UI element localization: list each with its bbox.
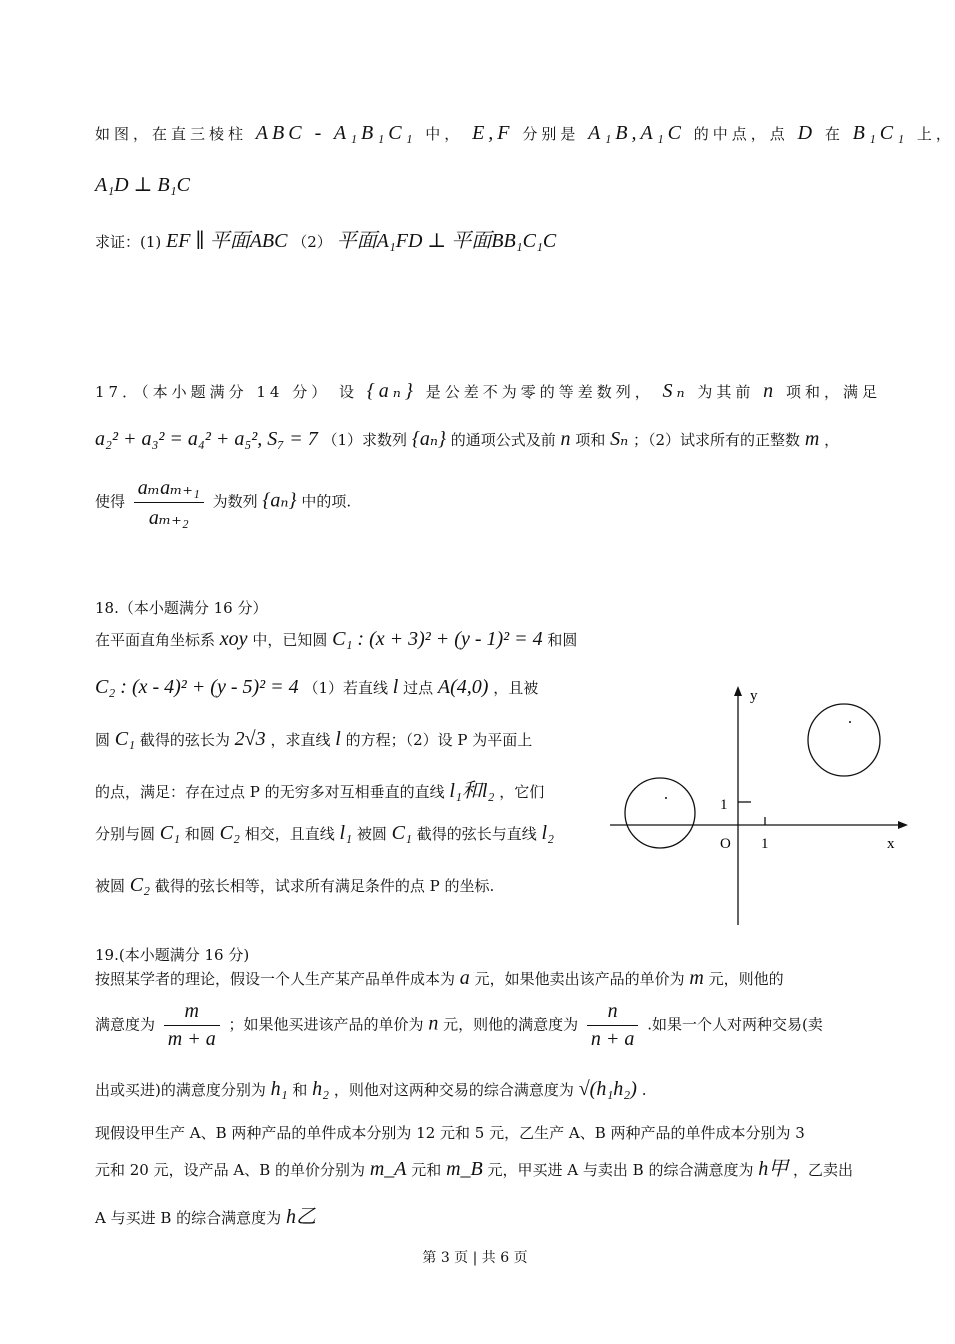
circle-c1: [625, 778, 695, 848]
coordinate-diagram: [600, 680, 920, 930]
p19-line-4: 现假设甲生产 A、B 两种产品的单件成本分别为 12 元和 5 元，乙生产 A、B 两种产品的单件成本分别为 3: [95, 1124, 805, 1142]
p18-line-3: 圆 C₁ 截得的弦长为 2√3 ，求直线 l 的方程；（2）设 P 为平面上: [95, 728, 533, 750]
coordinate-figure: [600, 680, 920, 934]
x-tick-label-1: 1: [761, 836, 769, 852]
y-axis-label: y: [750, 688, 758, 704]
p16-line-2: A₁D ⊥ B₁C: [95, 174, 190, 196]
x-axis-label: x: [887, 836, 895, 852]
p17-line-2: a₂² + a₃² = a₄² + a₅², S₇ = 7 （1）求数列 {aₙ} 的通项公式及前 n 项和 Sₙ ；（2）试求所有的正整数 m ，: [95, 428, 840, 450]
y-tick-label-1: 1: [720, 797, 728, 813]
p16-line-1: 如图，在直三棱柱 ABC - A₁B₁C₁ 中， E,F 分别是 A₁B,A₁C 的中点，点 D 在 B₁C₁ 上，: [95, 122, 955, 144]
p18-line-5: 分别与圆 C₁ 和圆 C₂ 相交，且直线 l₁ 被圆 C₁ 截得的弦长与直线 l₂: [95, 822, 555, 844]
p17-header: 17．（本小题满分 14 分）: [95, 383, 331, 401]
page-footer: 第 3 页 | 共 6 页: [422, 1250, 528, 1266]
circle-c2-center: [849, 721, 851, 723]
p17-fraction: $\frac{\text{aₘaₘ₊₁}}{\text{aₘ₊₂}}$: [134, 475, 204, 530]
p18-line-4: 的点，满足：存在过点 P 的无穷多对互相垂直的直线 l₁和l₂ ，它们: [95, 780, 545, 802]
p17-line-1: 17．（本小题满分 14 分） 设 {aₙ} 是公差不为零的等差数列， Sₙ 为其前 n 项和，满足: [95, 380, 881, 402]
p19-line-5: 元和 20 元，设产品 A、B 的单价分别为 m_A 元和 m_B 元，甲买进 A 与卖出 B 的综合满意度为 h甲 ，乙卖出: [95, 1158, 854, 1180]
p18-header: 18.（本小题满分 16 分）: [95, 599, 268, 617]
p17-line-3: 使得 $\frac{\text{aₘaₘ₊₁}}{\text{aₘ₊₂}}$ 为数列 {aₙ} 中的项.: [95, 477, 352, 529]
p19-line-6: A 与买进 B 的综合满意度为 h乙: [95, 1206, 316, 1228]
origin-label: O: [720, 836, 731, 852]
p18-line-2: C₂ : (x - 4)² + (y - 5)² = 4 （1）若直线 l 过点 A(4,0) ，且被: [95, 676, 539, 698]
p19-line-3: 出或买进)的满意度分别为 h₁ 和 h₂ ，则他对这两种交易的综合满意度为 √(h₁h₂) .: [95, 1078, 647, 1100]
p16-line-3: 求证：(1) EF ∥ 平面ABC （2） 平面A₁FD ⊥ 平面BB₁C₁C: [95, 230, 557, 252]
p18-line-6: 被圆 C₂ 截得的弦长相等，试求所有满足条件的点 P 的坐标.: [95, 874, 495, 896]
circle-c1-center: [665, 797, 667, 799]
p18-line-1: 在平面直角坐标系 xoy 中，已知圆 C₁ : (x + 3)² + (y - 1)² = 4 和圆: [95, 628, 578, 650]
x-axis-arrow: [898, 821, 908, 829]
p19-header: 19.(本小题满分 16 分): [95, 946, 250, 964]
circle-c2: [808, 704, 880, 776]
p19-fraction-1: $\frac{m}{m + a}$: [164, 1000, 220, 1051]
p19-fraction-2: $\frac{n}{n + a}$: [587, 1000, 639, 1051]
p19-line-1: 按照某学者的理论，假设一个人生产某产品单件成本为 a 元，如果他卖出该产品的单价为 m 元，则他的: [95, 967, 784, 989]
p19-line-2: 满意度为 $\frac{m}{m + a}$ ；如果他买进该产品的单价为 n 元，则他的满意度为 $\frac{n}{n + a}$ .如果一个人对两种交易(卖: [95, 1000, 823, 1050]
y-axis-arrow: [734, 686, 742, 696]
